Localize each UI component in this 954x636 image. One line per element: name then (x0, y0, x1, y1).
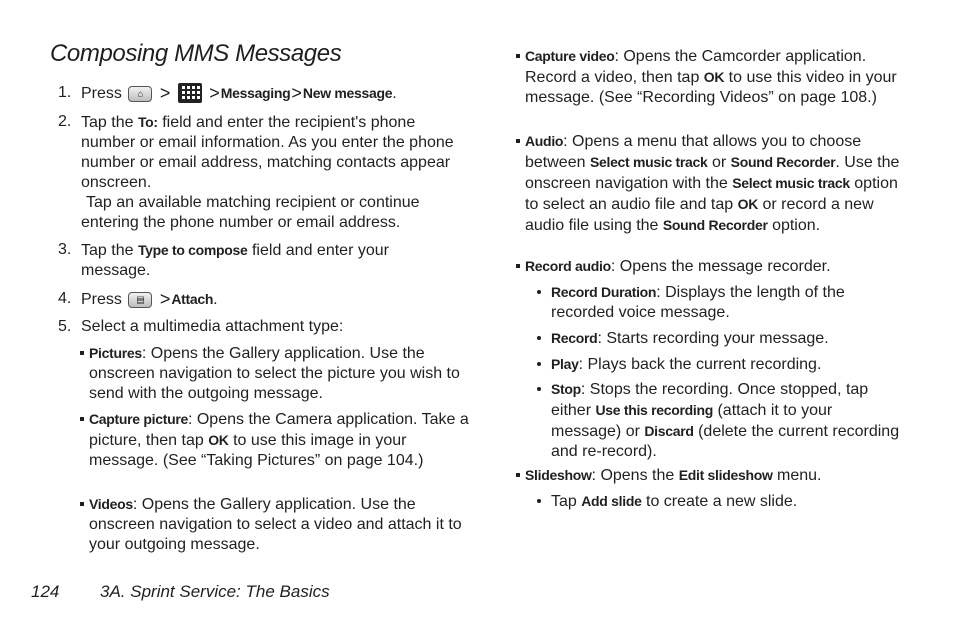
suboption-record-duration (551, 282, 901, 323)
suboption-play (551, 354, 901, 375)
option-label: Capture video (525, 48, 615, 64)
suboption-label: Record Duration (551, 284, 657, 300)
step-number: 5. (58, 318, 72, 335)
step-text: Press (81, 291, 122, 308)
discard-label: Discard (644, 423, 694, 439)
step-5 (58, 317, 458, 337)
messaging-label: Messaging (220, 85, 291, 101)
option-text: : Opens a menu that allows you to choose between (525, 133, 862, 171)
option-text: menu. (777, 467, 822, 484)
suboption-text: : Starts recording your message. (597, 330, 829, 347)
step-1 (58, 83, 458, 104)
new-message-label: New message (302, 85, 393, 101)
option-capture-picture (89, 409, 479, 471)
suboption-label: Stop (551, 381, 581, 397)
ok-label: OK (703, 69, 725, 85)
option-label: Videos (89, 496, 133, 512)
to-field-label: To: (137, 114, 158, 130)
option-label: Pictures (89, 345, 142, 361)
home-key-icon: ⌂ (128, 86, 152, 102)
menu-key-icon: ▤ (128, 292, 152, 308)
option-record-audio (525, 256, 900, 277)
suboption-record (551, 328, 901, 349)
suboption-text: (attach it to your message) or (551, 402, 833, 440)
arrow-separator: > (209, 83, 220, 103)
step-2 (58, 112, 458, 233)
sound-recorder-label: Sound Recorder (662, 217, 768, 233)
arrow-separator: > (159, 289, 171, 309)
option-text: option. (772, 217, 821, 234)
suboption-text: : Stops the recording. Once stopped, tap either (551, 381, 869, 419)
step-continuation: Tap an available matching recipient or continue entering the phone number or email address. (81, 194, 420, 231)
option-text: : Opens the (591, 467, 675, 484)
option-text: or record a new audio file using the (525, 196, 874, 234)
punctuation: . (213, 291, 218, 308)
step-number: 4. (58, 290, 72, 307)
option-slideshow (525, 465, 900, 486)
ok-label: OK (208, 432, 229, 448)
step-text: field and enter the recipient's phone number or email information. As you enter the phone number or email address, matching contacts appear onscreen. (81, 114, 454, 191)
option-text: : Opens the Gallery application. Use the onscreen navigation to select the picture you wish to send with the outgoing message. (89, 345, 460, 402)
select-music-track-label: Select music track (589, 154, 708, 170)
option-text: : Opens the message recorder. (610, 258, 831, 275)
punctuation: . (392, 85, 397, 102)
option-audio (525, 131, 900, 236)
option-text: to use this image in your message. (See “Taking Pictures” on page 104.) (89, 432, 424, 469)
suboption-text: : Displays the length of the recorded voice message. (551, 284, 845, 321)
arrow-separator: > (291, 83, 302, 103)
footer-page-number: 124 (31, 582, 60, 601)
step-number: 1. (58, 84, 72, 101)
step-text: Tap the (81, 114, 134, 131)
select-music-track-label: Select music track (732, 175, 850, 191)
step-text: field and enter your message. (81, 242, 389, 279)
step-text: Select a multimedia attachment type: (81, 318, 344, 335)
suboption-text: : Plays back the current recording. (578, 356, 822, 373)
option-text: to use this video in your message. (See “Recording Videos” on page 108.) (525, 69, 897, 106)
suboption-text: Tap (551, 493, 577, 510)
option-label: Audio (525, 133, 564, 149)
suboption-add-slide (551, 491, 901, 512)
type-to-compose-label: Type to compose (137, 242, 248, 258)
edit-slideshow-label: Edit slideshow (678, 467, 773, 483)
suboption-label: Record (551, 330, 598, 346)
suboption-label: Play (551, 356, 579, 372)
step-text: Tap the (81, 242, 134, 259)
ok-label: OK (737, 196, 759, 212)
applications-grid-icon (178, 83, 202, 103)
attach-label: Attach (171, 291, 214, 307)
option-label: Slideshow (525, 467, 592, 483)
use-this-recording-label: Use this recording (595, 402, 714, 418)
suboption-text: (delete the current recording and re-record). (551, 423, 900, 460)
option-pictures (89, 343, 479, 404)
option-label: Capture picture (89, 411, 188, 427)
step-3 (58, 240, 458, 281)
option-text: . Use the onscreen navigation with the (525, 154, 900, 192)
step-text: Press (81, 85, 122, 102)
option-text: option to select an audio file and tap (525, 175, 898, 213)
option-text: : Opens the Camcorder application. Record a video, then tap (525, 48, 867, 86)
option-text: : Opens the Gallery application. Use the onscreen navigation to select a video and attach it to your outgoing message. (89, 496, 462, 553)
option-capture-video (525, 46, 900, 108)
option-label: Record audio (525, 258, 611, 274)
page-title: Composing MMS Messages (50, 40, 342, 67)
option-videos (89, 494, 479, 555)
sound-recorder-label: Sound Recorder (730, 154, 836, 170)
suboption-text: to create a new slide. (646, 493, 798, 510)
option-text: or (711, 154, 727, 171)
footer-section-title: 3A. Sprint Service: The Basics (100, 582, 330, 601)
arrow-separator: > (159, 83, 171, 103)
step-4 (58, 289, 458, 310)
step-number: 2. (58, 113, 72, 130)
suboption-stop (551, 379, 901, 462)
add-slide-label: Add slide (581, 493, 642, 509)
option-text: : Opens the Camera application. Take a picture, then tap (89, 411, 469, 449)
step-number: 3. (58, 241, 72, 258)
